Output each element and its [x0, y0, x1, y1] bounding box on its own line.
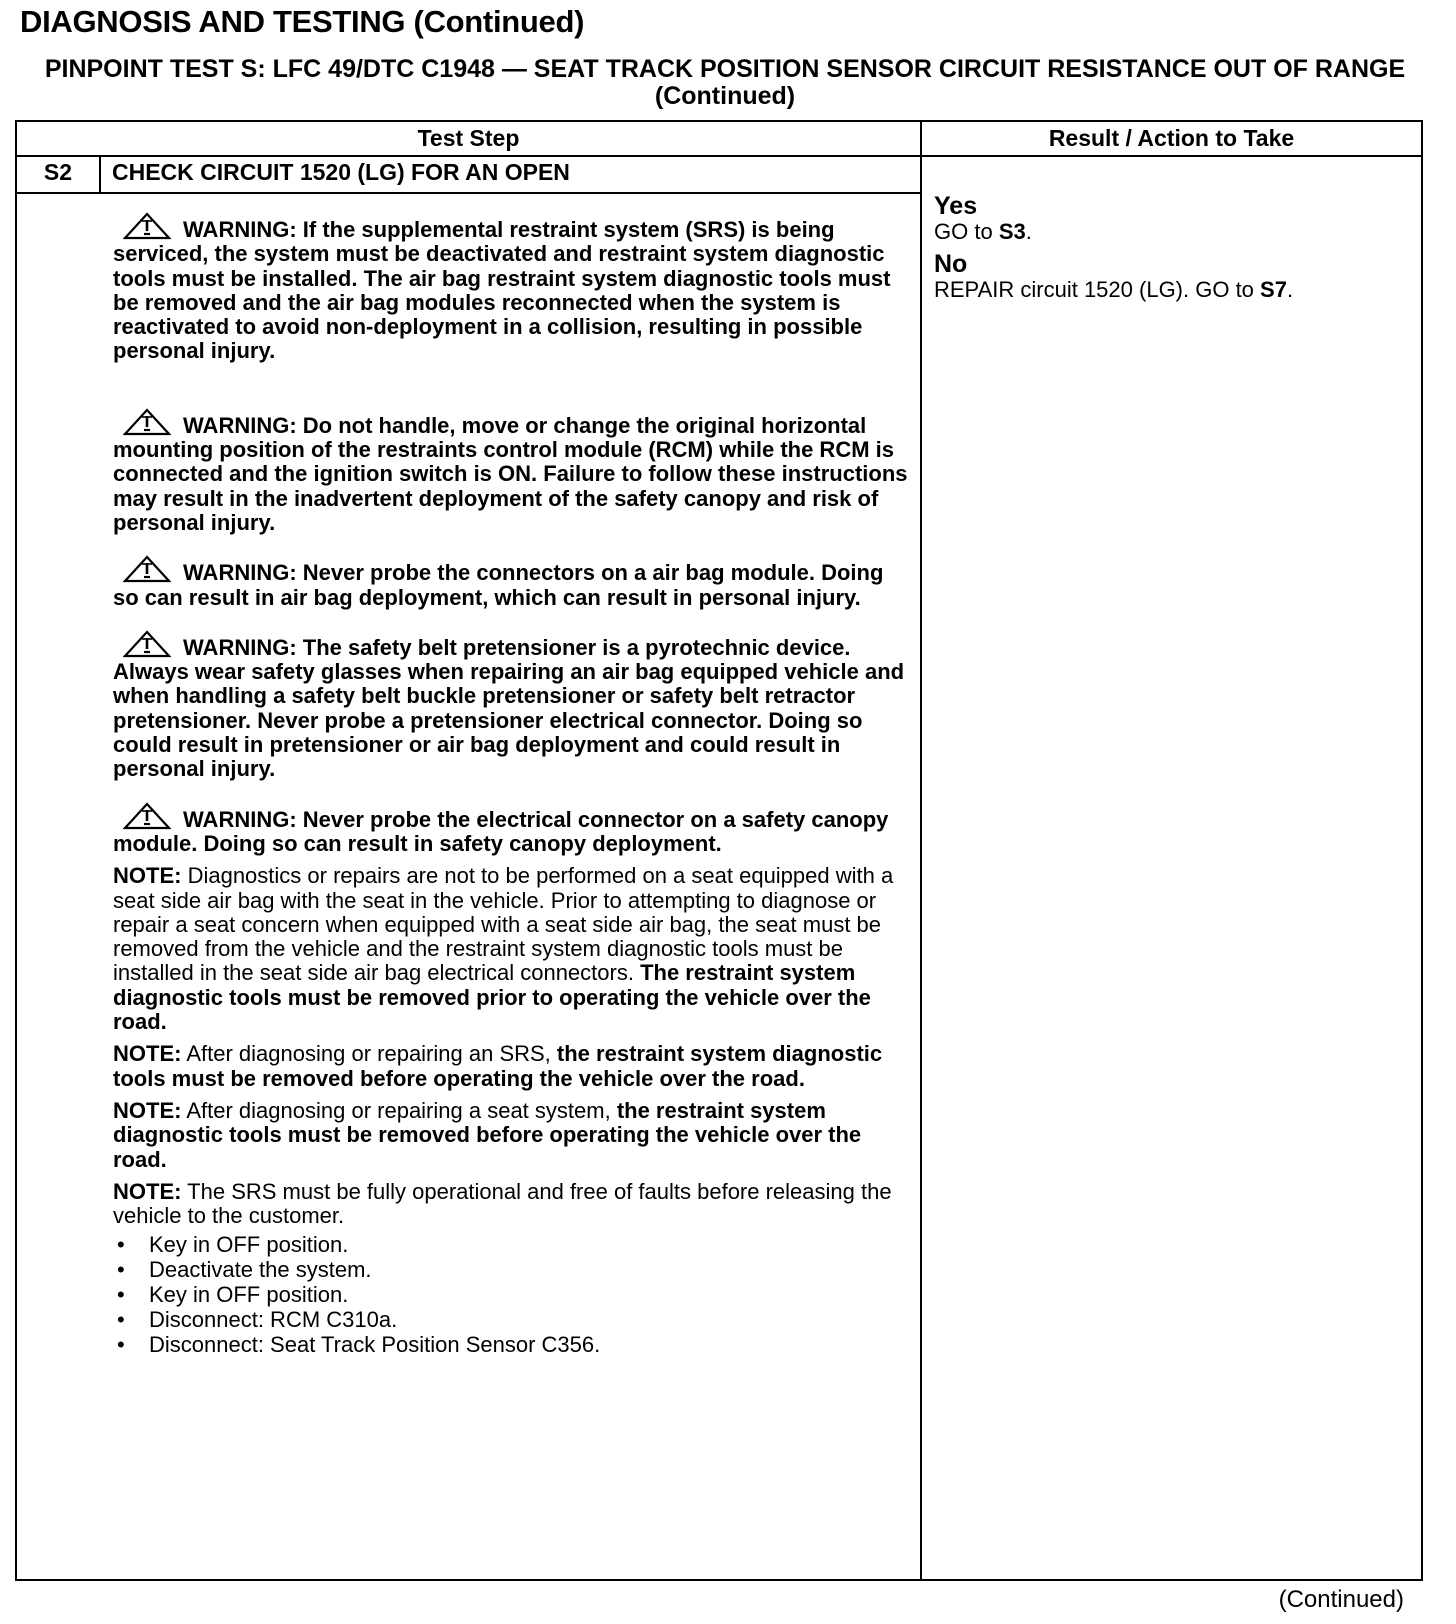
note-label: NOTE: — [113, 1041, 182, 1067]
warning-block — [113, 555, 913, 610]
warning-triangle-icon — [123, 630, 171, 658]
note-emphasis: the restraint system diagnostic tools must be removed before operating the vehicle over the road. — [113, 1041, 883, 1091]
warning-text: WARNING: Never probe the electrical connector on a safety canopy module. Doing so can result in safety canopy deployment. — [113, 806, 889, 856]
note-label: NOTE: — [113, 1178, 182, 1204]
note-label: NOTE: — [113, 1097, 182, 1123]
result-no-text: REPAIR circuit 1520 (LG). GO to — [934, 277, 1254, 302]
result-yes-text: GO to — [934, 219, 993, 244]
result-no-label: No — [934, 250, 968, 278]
note-emphasis: The restraint system diagnostic tools must be removed prior to operating the vehicle over the road. — [113, 960, 871, 1035]
warning-block — [113, 408, 913, 535]
step-body — [113, 212, 913, 1357]
result-yes-target: S3 — [998, 219, 1026, 244]
note-text: Diagnostics or repairs are not to be performed on a seat equipped with a seat side air bag with the seat in the vehicle. Prior to attempting to diagnose or repair a seat concern when equipped with a seat side air bag, the seat must be removed from the vehicle and the restraint system diagnostic tools must be installed in the seat side air bag electrical connectors. — [113, 863, 894, 986]
result-yes-label: Yes — [934, 192, 978, 220]
note-block — [113, 1042, 913, 1091]
test-table — [15, 120, 1423, 1581]
list-item: • Key in OFF position. — [113, 1282, 913, 1307]
warning-text: WARNING: If the supplemental restraint system (SRS) is being serviced, the system must be deactivated and restraint system diagnostic tools must be installed. The air bag restraint system diagnostic tools must be removed and the air bag modules reconnected when the system is reactivated to avoid non-deployment in a collision, resulting in possible personal injury. — [113, 217, 891, 364]
list-item: • Deactivate the system. — [113, 1257, 913, 1282]
list-item: • Disconnect: RCM C310a. — [113, 1307, 913, 1332]
note-block — [113, 864, 913, 1034]
warning-triangle-icon — [123, 408, 171, 436]
note-text: After diagnosing or repairing an SRS, — [186, 1041, 551, 1067]
warning-block — [113, 802, 913, 857]
note-emphasis: the restraint system diagnostic tools must be removed before operating the vehicle over the road. — [113, 1097, 862, 1172]
note-text: The SRS must be fully operational and free of faults before releasing the vehicle to the customer. — [113, 1178, 892, 1229]
column-divider — [920, 122, 922, 1579]
result-cell — [934, 192, 1404, 302]
result-no: No REPAIR circuit 1520 (LG). GO to S7. — [934, 250, 1404, 302]
column-header-result: Result / Action to Take — [1048, 125, 1295, 151]
step-id-divider — [99, 157, 101, 194]
note-block — [113, 1180, 913, 1229]
header-divider — [17, 155, 1421, 157]
note-label: NOTE: — [113, 863, 182, 889]
step-actions-list — [113, 1232, 913, 1357]
result-yes: Yes GO to S3. — [934, 192, 1404, 244]
warning-text: WARNING: The safety belt pretensioner is a pyrotechnic device. Always wear safety glasses when repairing an air bag equipped vehicle and when handling a safety belt buckle pretensioner or safety belt retractor pretensioner. Never probe a pretensioner electrical connector. Doing so could result in pretensioner or air bag deployment and could result in personal injury. — [113, 634, 905, 782]
pinpoint-test-title: PINPOINT TEST S: LFC 49/DTC C1948 — SEAT TRACK POSITION SENSOR CIRCUIT RESISTANCE OUT OF RANGE (Continued) — [44, 55, 1406, 110]
step-title-divider — [17, 192, 920, 194]
list-item: • Disconnect: Seat Track Position Sensor C356. — [113, 1332, 913, 1357]
column-header-test-step: Test Step — [417, 125, 520, 151]
note-block — [113, 1099, 913, 1172]
result-no-target: S7 — [1260, 277, 1287, 302]
warning-triangle-icon — [123, 212, 171, 240]
warning-triangle-icon — [123, 555, 171, 583]
page-title: DIAGNOSIS AND TESTING (Continued) — [20, 4, 585, 39]
warning-text: WARNING: Never probe the connectors on a air bag module. Doing so can result in air bag deployment, which can result in personal injury. — [113, 560, 884, 610]
warning-text: WARNING: Do not handle, move or change the original horizontal mounting position of the restraints control module (RCM) while the RCM is connected and the ignition switch is ON. Failure to follow these instructions may result in the inadvertent deployment of the safety canopy and risk of personal injury. — [113, 412, 908, 535]
warning-block — [113, 630, 913, 782]
step-id: S2 — [43, 159, 73, 185]
note-text: After diagnosing or repairing a seat system, — [186, 1097, 611, 1123]
warning-block — [113, 212, 913, 364]
continued-footer: (Continued) — [1278, 1586, 1404, 1613]
warning-triangle-icon — [123, 802, 171, 830]
list-item: • Key in OFF position. — [113, 1232, 913, 1257]
step-title: CHECK CIRCUIT 1520 (LG) FOR AN OPEN — [112, 159, 570, 185]
